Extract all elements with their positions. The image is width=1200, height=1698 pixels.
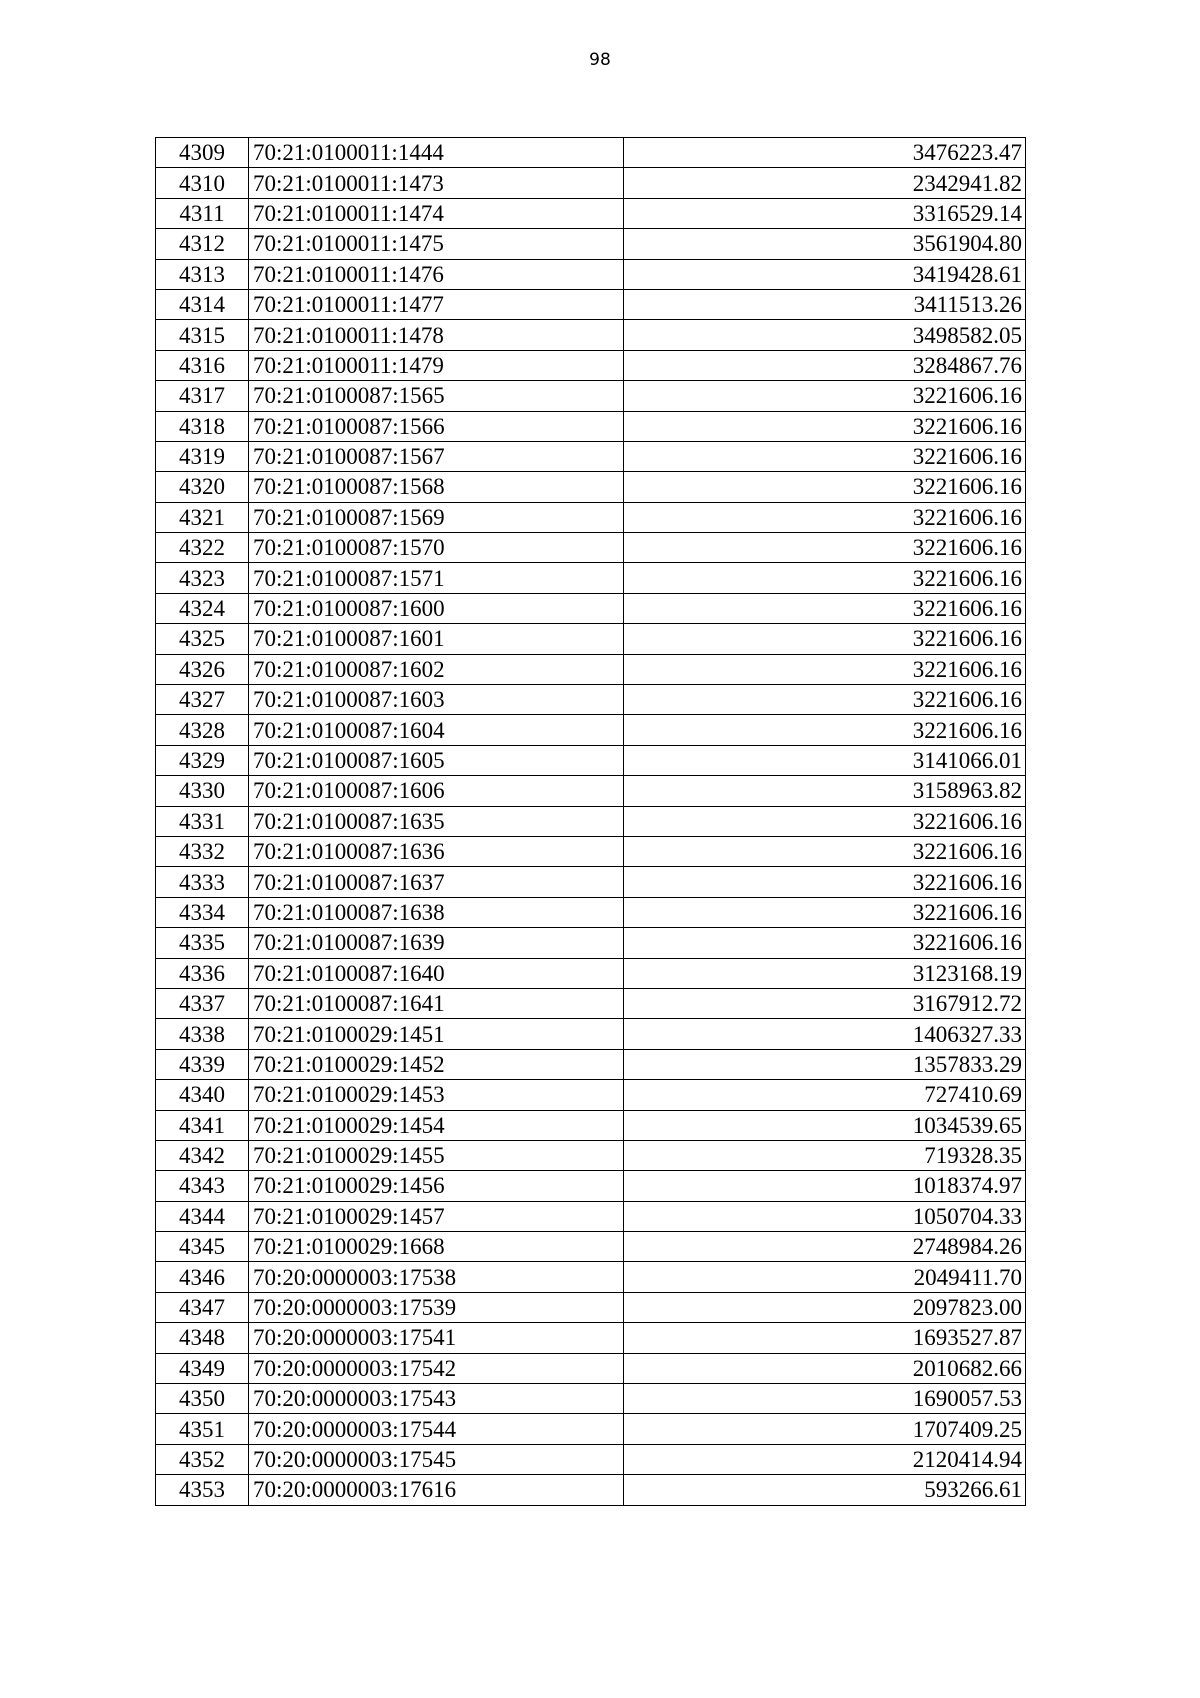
cadastral-number-cell: 70:21:0100011:1477 bbox=[249, 289, 624, 319]
row-number-cell: 4317 bbox=[156, 381, 249, 411]
table-row bbox=[156, 1140, 1026, 1170]
cadastral-value-table-container bbox=[155, 137, 1025, 1506]
cadastral-number-cell: 70:21:0100087:1571 bbox=[249, 563, 624, 593]
row-number-cell: 4342 bbox=[156, 1140, 249, 1170]
table-row bbox=[156, 1414, 1026, 1444]
table-row bbox=[156, 320, 1026, 350]
table-row bbox=[156, 1353, 1026, 1383]
table-row bbox=[156, 381, 1026, 411]
table-row bbox=[156, 1110, 1026, 1140]
row-number-cell: 4348 bbox=[156, 1323, 249, 1353]
table-row bbox=[156, 472, 1026, 502]
cadastral-number-cell: 70:21:0100029:1452 bbox=[249, 1049, 624, 1079]
value-cell: 3221606.16 bbox=[624, 381, 1026, 411]
value-cell: 3419428.61 bbox=[624, 259, 1026, 289]
cadastral-number-cell: 70:21:0100029:1454 bbox=[249, 1110, 624, 1140]
cadastral-number-cell: 70:21:0100087:1568 bbox=[249, 472, 624, 502]
cadastral-number-cell: 70:21:0100011:1444 bbox=[249, 138, 624, 168]
table-row bbox=[156, 198, 1026, 228]
row-number-cell: 4329 bbox=[156, 745, 249, 775]
table-row bbox=[156, 1049, 1026, 1079]
cadastral-number-cell: 70:21:0100029:1451 bbox=[249, 1019, 624, 1049]
row-number-cell: 4310 bbox=[156, 168, 249, 198]
value-cell: 3221606.16 bbox=[624, 836, 1026, 866]
row-number-cell: 4315 bbox=[156, 320, 249, 350]
row-number-cell: 4340 bbox=[156, 1080, 249, 1110]
table-row bbox=[156, 502, 1026, 532]
cadastral-number-cell: 70:21:0100087:1640 bbox=[249, 958, 624, 988]
value-cell: 2120414.94 bbox=[624, 1444, 1026, 1474]
row-number-cell: 4344 bbox=[156, 1201, 249, 1231]
table-row bbox=[156, 745, 1026, 775]
value-cell: 1018374.97 bbox=[624, 1171, 1026, 1201]
cadastral-number-cell: 70:21:0100087:1603 bbox=[249, 685, 624, 715]
value-cell: 1050704.33 bbox=[624, 1201, 1026, 1231]
cadastral-number-cell: 70:21:0100087:1637 bbox=[249, 867, 624, 897]
cadastral-number-cell: 70:21:0100087:1635 bbox=[249, 806, 624, 836]
page-number: 98 bbox=[589, 50, 611, 70]
table-row bbox=[156, 685, 1026, 715]
value-cell: 3221606.16 bbox=[624, 715, 1026, 745]
value-cell: 3221606.16 bbox=[624, 563, 1026, 593]
cadastral-number-cell: 70:21:0100087:1605 bbox=[249, 745, 624, 775]
value-cell: 1034539.65 bbox=[624, 1110, 1026, 1140]
cadastral-number-cell: 70:21:0100029:1668 bbox=[249, 1232, 624, 1262]
value-cell: 3221606.16 bbox=[624, 411, 1026, 441]
value-cell: 1357833.29 bbox=[624, 1049, 1026, 1079]
cadastral-number-cell: 70:20:0000003:17542 bbox=[249, 1353, 624, 1383]
value-cell: 3411513.26 bbox=[624, 289, 1026, 319]
table-row bbox=[156, 1232, 1026, 1262]
row-number-cell: 4347 bbox=[156, 1292, 249, 1322]
cadastral-number-cell: 70:21:0100087:1565 bbox=[249, 381, 624, 411]
table-row bbox=[156, 593, 1026, 623]
value-cell: 3476223.47 bbox=[624, 138, 1026, 168]
row-number-cell: 4332 bbox=[156, 836, 249, 866]
table-row bbox=[156, 1384, 1026, 1414]
cadastral-number-cell: 70:21:0100011:1475 bbox=[249, 229, 624, 259]
table-row bbox=[156, 776, 1026, 806]
cadastral-number-cell: 70:21:0100087:1602 bbox=[249, 654, 624, 684]
value-cell: 3123168.19 bbox=[624, 958, 1026, 988]
row-number-cell: 4322 bbox=[156, 533, 249, 563]
value-cell: 1690057.53 bbox=[624, 1384, 1026, 1414]
table-row bbox=[156, 350, 1026, 380]
table-row bbox=[156, 229, 1026, 259]
table-body bbox=[156, 138, 1026, 1506]
row-number-cell: 4326 bbox=[156, 654, 249, 684]
cadastral-number-cell: 70:21:0100087:1600 bbox=[249, 593, 624, 623]
row-number-cell: 4313 bbox=[156, 259, 249, 289]
value-cell: 3221606.16 bbox=[624, 502, 1026, 532]
value-cell: 3221606.16 bbox=[624, 685, 1026, 715]
table-row bbox=[156, 1262, 1026, 1292]
table-row bbox=[156, 836, 1026, 866]
row-number-cell: 4333 bbox=[156, 867, 249, 897]
table-row bbox=[156, 624, 1026, 654]
value-cell: 3221606.16 bbox=[624, 897, 1026, 927]
value-cell: 2010682.66 bbox=[624, 1353, 1026, 1383]
value-cell: 3141066.01 bbox=[624, 745, 1026, 775]
table-row bbox=[156, 1323, 1026, 1353]
table-row bbox=[156, 259, 1026, 289]
row-number-cell: 4318 bbox=[156, 411, 249, 441]
table-row bbox=[156, 988, 1026, 1018]
table-row bbox=[156, 1444, 1026, 1474]
table-row bbox=[156, 715, 1026, 745]
row-number-cell: 4331 bbox=[156, 806, 249, 836]
cadastral-number-cell: 70:21:0100011:1478 bbox=[249, 320, 624, 350]
value-cell: 3221606.16 bbox=[624, 441, 1026, 471]
row-number-cell: 4353 bbox=[156, 1475, 249, 1505]
cadastral-number-cell: 70:21:0100029:1457 bbox=[249, 1201, 624, 1231]
value-cell: 3221606.16 bbox=[624, 806, 1026, 836]
value-cell: 1707409.25 bbox=[624, 1414, 1026, 1444]
row-number-cell: 4328 bbox=[156, 715, 249, 745]
table-row bbox=[156, 654, 1026, 684]
table-row bbox=[156, 441, 1026, 471]
cadastral-number-cell: 70:20:0000003:17545 bbox=[249, 1444, 624, 1474]
row-number-cell: 4319 bbox=[156, 441, 249, 471]
cadastral-number-cell: 70:21:0100087:1638 bbox=[249, 897, 624, 927]
row-number-cell: 4312 bbox=[156, 229, 249, 259]
value-cell: 1693527.87 bbox=[624, 1323, 1026, 1353]
row-number-cell: 4351 bbox=[156, 1414, 249, 1444]
value-cell: 3221606.16 bbox=[624, 654, 1026, 684]
value-cell: 3158963.82 bbox=[624, 776, 1026, 806]
value-cell: 3221606.16 bbox=[624, 624, 1026, 654]
table-row bbox=[156, 897, 1026, 927]
value-cell: 2748984.26 bbox=[624, 1232, 1026, 1262]
value-cell: 2342941.82 bbox=[624, 168, 1026, 198]
row-number-cell: 4346 bbox=[156, 1262, 249, 1292]
cadastral-number-cell: 70:21:0100087:1604 bbox=[249, 715, 624, 745]
cadastral-number-cell: 70:21:0100087:1636 bbox=[249, 836, 624, 866]
cadastral-number-cell: 70:20:0000003:17539 bbox=[249, 1292, 624, 1322]
value-cell: 3221606.16 bbox=[624, 867, 1026, 897]
cadastral-number-cell: 70:21:0100087:1570 bbox=[249, 533, 624, 563]
cadastral-number-cell: 70:21:0100011:1474 bbox=[249, 198, 624, 228]
row-number-cell: 4335 bbox=[156, 928, 249, 958]
row-number-cell: 4349 bbox=[156, 1353, 249, 1383]
row-number-cell: 4343 bbox=[156, 1171, 249, 1201]
table-row bbox=[156, 1080, 1026, 1110]
row-number-cell: 4338 bbox=[156, 1019, 249, 1049]
value-cell: 3221606.16 bbox=[624, 928, 1026, 958]
table-row bbox=[156, 1475, 1026, 1505]
cadastral-number-cell: 70:20:0000003:17543 bbox=[249, 1384, 624, 1414]
cadastral-number-cell: 70:21:0100029:1453 bbox=[249, 1080, 624, 1110]
cadastral-number-cell: 70:21:0100087:1639 bbox=[249, 928, 624, 958]
table-row bbox=[156, 563, 1026, 593]
cadastral-number-cell: 70:20:0000003:17538 bbox=[249, 1262, 624, 1292]
table-row bbox=[156, 1171, 1026, 1201]
value-cell: 1406327.33 bbox=[624, 1019, 1026, 1049]
cadastral-number-cell: 70:21:0100087:1569 bbox=[249, 502, 624, 532]
value-cell: 3498582.05 bbox=[624, 320, 1026, 350]
value-cell: 727410.69 bbox=[624, 1080, 1026, 1110]
row-number-cell: 4334 bbox=[156, 897, 249, 927]
cadastral-number-cell: 70:21:0100087:1601 bbox=[249, 624, 624, 654]
cadastral-number-cell: 70:21:0100087:1567 bbox=[249, 441, 624, 471]
value-cell: 3316529.14 bbox=[624, 198, 1026, 228]
row-number-cell: 4336 bbox=[156, 958, 249, 988]
table-row bbox=[156, 1292, 1026, 1322]
table-row bbox=[156, 168, 1026, 198]
cadastral-number-cell: 70:21:0100011:1476 bbox=[249, 259, 624, 289]
table-row bbox=[156, 1019, 1026, 1049]
cadastral-number-cell: 70:21:0100029:1455 bbox=[249, 1140, 624, 1170]
row-number-cell: 4339 bbox=[156, 1049, 249, 1079]
row-number-cell: 4311 bbox=[156, 198, 249, 228]
row-number-cell: 4316 bbox=[156, 350, 249, 380]
row-number-cell: 4345 bbox=[156, 1232, 249, 1262]
cadastral-number-cell: 70:21:0100029:1456 bbox=[249, 1171, 624, 1201]
value-cell: 2097823.00 bbox=[624, 1292, 1026, 1322]
row-number-cell: 4325 bbox=[156, 624, 249, 654]
value-cell: 3284867.76 bbox=[624, 350, 1026, 380]
row-number-cell: 4341 bbox=[156, 1110, 249, 1140]
value-cell: 3221606.16 bbox=[624, 593, 1026, 623]
value-cell: 593266.61 bbox=[624, 1475, 1026, 1505]
row-number-cell: 4323 bbox=[156, 563, 249, 593]
row-number-cell: 4314 bbox=[156, 289, 249, 319]
cadastral-number-cell: 70:21:0100087:1641 bbox=[249, 988, 624, 1018]
table-row bbox=[156, 138, 1026, 168]
cadastral-value-table bbox=[155, 137, 1026, 1506]
table-row bbox=[156, 533, 1026, 563]
row-number-cell: 4320 bbox=[156, 472, 249, 502]
row-number-cell: 4324 bbox=[156, 593, 249, 623]
cadastral-number-cell: 70:21:0100087:1566 bbox=[249, 411, 624, 441]
value-cell: 3221606.16 bbox=[624, 472, 1026, 502]
row-number-cell: 4330 bbox=[156, 776, 249, 806]
cadastral-number-cell: 70:21:0100011:1479 bbox=[249, 350, 624, 380]
value-cell: 3221606.16 bbox=[624, 533, 1026, 563]
row-number-cell: 4352 bbox=[156, 1444, 249, 1474]
table-row bbox=[156, 928, 1026, 958]
table-row bbox=[156, 806, 1026, 836]
table-row bbox=[156, 411, 1026, 441]
table-row bbox=[156, 958, 1026, 988]
cadastral-number-cell: 70:21:0100011:1473 bbox=[249, 168, 624, 198]
table-row bbox=[156, 867, 1026, 897]
value-cell: 3167912.72 bbox=[624, 988, 1026, 1018]
cadastral-number-cell: 70:20:0000003:17544 bbox=[249, 1414, 624, 1444]
cadastral-number-cell: 70:20:0000003:17616 bbox=[249, 1475, 624, 1505]
value-cell: 2049411.70 bbox=[624, 1262, 1026, 1292]
row-number-cell: 4350 bbox=[156, 1384, 249, 1414]
row-number-cell: 4309 bbox=[156, 138, 249, 168]
value-cell: 719328.35 bbox=[624, 1140, 1026, 1170]
row-number-cell: 4321 bbox=[156, 502, 249, 532]
table-row bbox=[156, 1201, 1026, 1231]
row-number-cell: 4327 bbox=[156, 685, 249, 715]
row-number-cell: 4337 bbox=[156, 988, 249, 1018]
table-row bbox=[156, 289, 1026, 319]
cadastral-number-cell: 70:20:0000003:17541 bbox=[249, 1323, 624, 1353]
value-cell: 3561904.80 bbox=[624, 229, 1026, 259]
cadastral-number-cell: 70:21:0100087:1606 bbox=[249, 776, 624, 806]
